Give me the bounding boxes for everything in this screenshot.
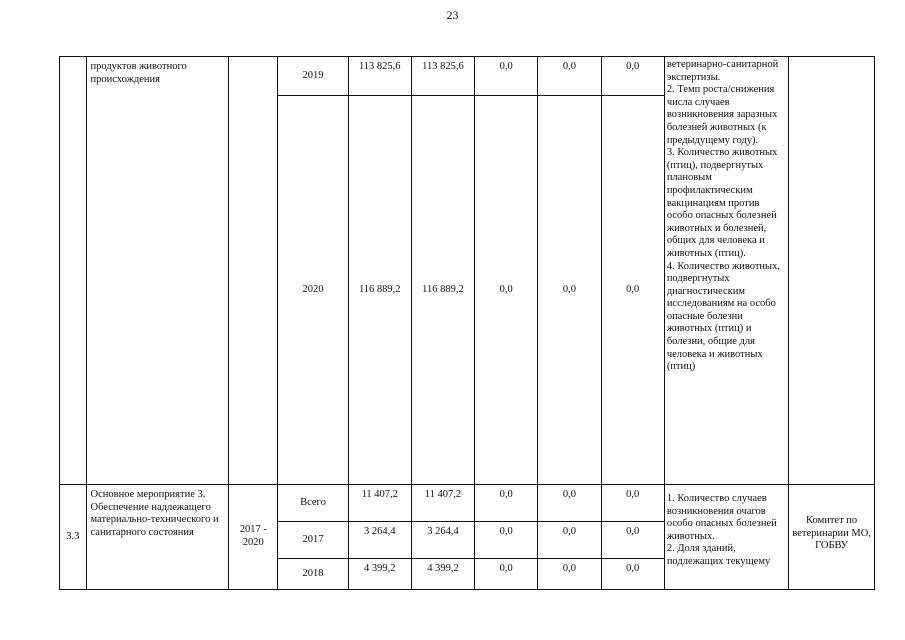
total-value: 3 264,4 — [348, 522, 411, 559]
value-cell: 0,0 — [538, 559, 601, 590]
year-cell: 2018 — [278, 559, 348, 590]
row-number-cell — [60, 57, 87, 485]
value-cell: 0,0 — [601, 96, 664, 485]
value-cell: 0,0 — [601, 559, 664, 590]
federal-value: 4 399,2 — [411, 559, 474, 590]
indicators-text: 1. Количество случаев возникновения очагов особо опасных болезней животных. 2. Доля зданий, подлежащих текущему — [666, 493, 777, 567]
value-cell: 0,0 — [475, 96, 538, 485]
value-cell: 0,0 — [538, 96, 601, 485]
federal-value: 3 264,4 — [411, 522, 474, 559]
year-cell: 2020 — [278, 96, 348, 485]
total-value: 116 889,2 — [348, 96, 411, 485]
period-cell — [229, 57, 278, 485]
value-cell: 0,0 — [601, 522, 664, 559]
table-row — [60, 485, 875, 522]
indicators-text: ветеринарно-санитарной экспертизы. 2. Темп роста/снижения числа случаев возникновения заразных болезней животных (к предыдущему году). 3. Количество животных (птиц), подвергнутых плановым профилактическим вакцинациям против особо опасных болезней животных и болезней, общих для человека и животных (птиц). 4. Количество животных, подвергнутых диагностическим исследованиям на особо опасные болезни животных (птиц) и болезни, общие для человека и животных (птиц) — [666, 59, 780, 373]
total-value: 11 407,2 — [348, 485, 411, 522]
value-cell: 0,0 — [538, 57, 601, 96]
value-cell: 0,0 — [601, 485, 664, 522]
measure-name: Основное мероприятие 3. Обеспечение надлежащего материально-технического и санитарного состояния — [90, 489, 219, 538]
program-table — [59, 56, 875, 590]
period-cell: 2017 - 2020 — [229, 485, 278, 590]
value-cell: 0,0 — [475, 57, 538, 96]
total-value: 4 399,2 — [348, 559, 411, 590]
federal-value: 11 407,2 — [411, 485, 474, 522]
value-cell: 0,0 — [475, 485, 538, 522]
measure-name-cell — [86, 485, 229, 590]
executor-text: Комитет по ветеринарии МО, ГОБВУ — [792, 515, 871, 552]
indicators-cell — [664, 57, 788, 485]
executor-cell — [789, 57, 875, 485]
year-cell: Всего — [278, 485, 348, 522]
measure-name: продуктов животного происхождения — [90, 61, 187, 85]
value-cell: 0,0 — [601, 57, 664, 96]
value-cell: 0,0 — [475, 522, 538, 559]
year-cell: 2019 — [278, 57, 348, 96]
indicators-cell — [664, 485, 788, 590]
value-cell: 0,0 — [538, 522, 601, 559]
federal-value: 116 889,2 — [411, 96, 474, 485]
executor-cell — [789, 485, 875, 590]
row-number-cell: 3.3 — [60, 485, 87, 590]
federal-value: 113 825,6 — [411, 57, 474, 96]
value-cell: 0,0 — [475, 559, 538, 590]
table-row — [60, 57, 875, 96]
year-cell: 2017 — [278, 522, 348, 559]
measure-name-cell — [86, 57, 229, 485]
value-cell: 0,0 — [538, 485, 601, 522]
page-number: 23 — [446, 8, 459, 22]
total-value: 113 825,6 — [348, 57, 411, 96]
